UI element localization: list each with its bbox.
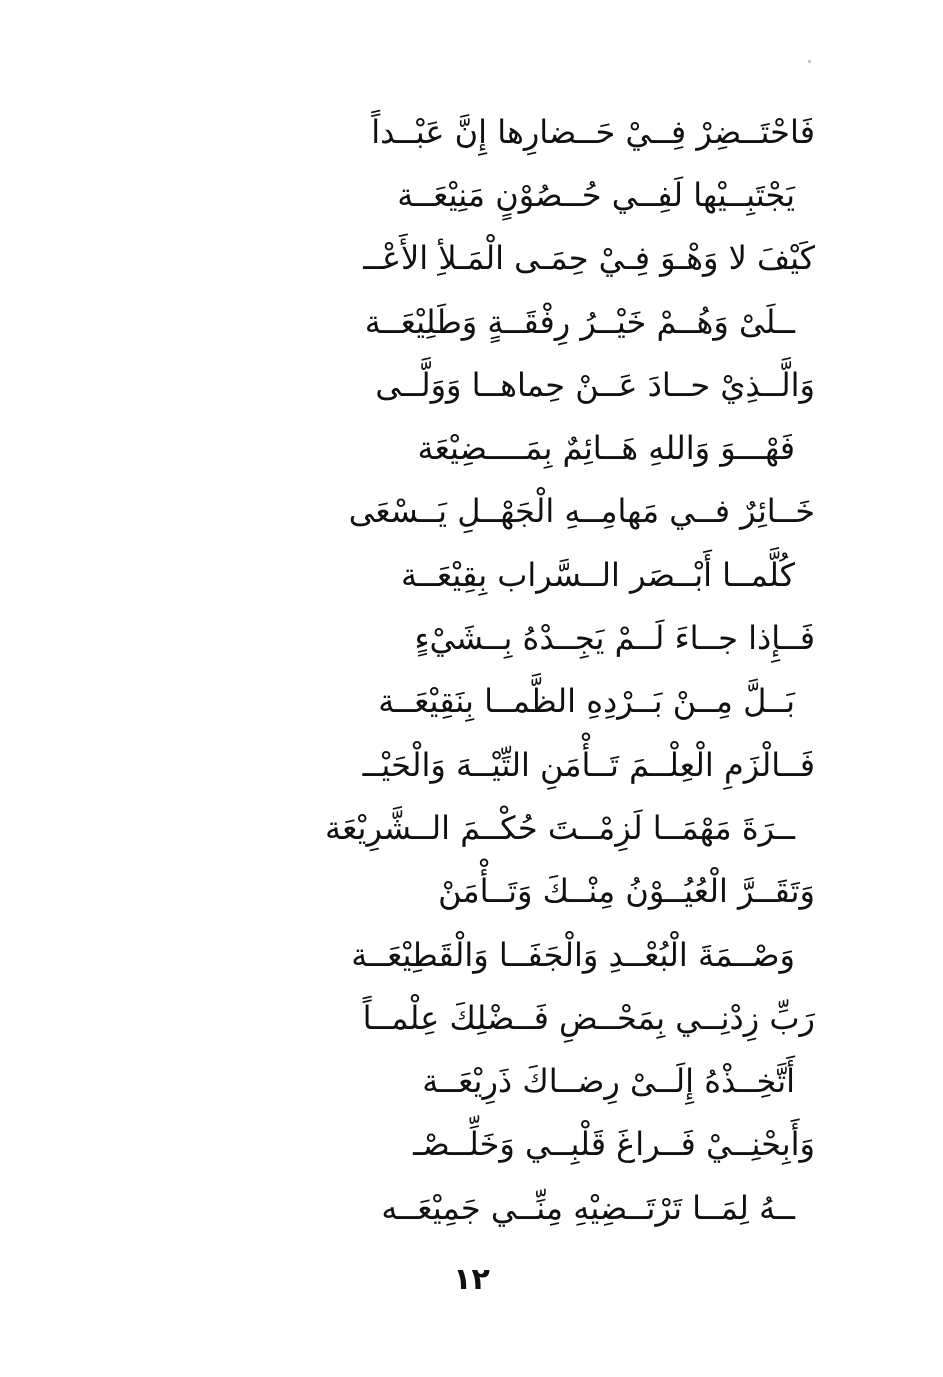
verse-line (115, 733, 815, 796)
verse-text: ــهُ لِمَــا تَرْتَــضِيْهِ مِنِّــي جَمِيْعَــه (381, 1188, 795, 1227)
verse-line (115, 670, 815, 733)
verse-text: يَجْتَبِــيْها لَفِــي حُــصُوْنٍ مَنِيْعَــة (397, 175, 795, 214)
verse-line (115, 163, 815, 226)
verse-text: أَتَّخِــذْهُ إِلَــىْ رِضــاكَ ذَرِيْعَــة (422, 1062, 795, 1101)
verse-text: وَتَقَــرَّ الْعُيُــوْنُ مِنْــكَ وَتَــأْمَنْ (438, 872, 815, 911)
verse-text: وَصْــمَةَ الْبُعْــدِ وَالْجَفَــا وَالْقَطِيْعَــة (351, 935, 795, 974)
verse-text: كُلَّمــا أَبْــصَر الــسَّراب بِقِيْعَــة (401, 555, 795, 594)
verse-text: رَبِّ زِدْنِــي بِمَحْــضِ فَــضْلِكَ عِلْمــاً (362, 998, 815, 1037)
verse-line (115, 796, 815, 859)
verse-line (115, 227, 815, 290)
verse-text: كَيْفَ لا وَهْـوَ فِـيْ حِمَـى الْمَـلأِ الأَعْــ (363, 239, 815, 278)
verse-line (115, 1176, 815, 1239)
verse-line (115, 480, 815, 543)
verse-line (115, 986, 815, 1049)
verse-text: خَــائِرٌ فــي مَهامِــهِ الْجَهْــلِ يَــسْعَى (348, 492, 815, 531)
verse-line (115, 1113, 815, 1176)
page-number: ١٢ (453, 1262, 490, 1297)
verse-text: فَاحْتَــضِرْ فِــيْ حَــضارِها إِنَّ عَبْــداً (371, 112, 815, 151)
verse-line (115, 353, 815, 416)
verse-text: بَــلَّ مِــنْ بَــرْدِهِ الظَّمــا بِنَقِيْعَــة (378, 682, 795, 721)
verse-text: وَالَّــذِيْ حــادَ عَــنْ حِماهــا وَوَلَّــى (375, 365, 815, 404)
verse-line (115, 543, 815, 606)
verse-text: فَــالْزَمِ الْعِلْــمَ تَــأْمَنِ التِّيْــهَ وَالْحَيْــ (362, 745, 815, 784)
verse-text: وَأَبِحْنِــيْ فَــراغَ قَلْبِــي وَخَلِّــصْـ (413, 1125, 815, 1164)
poem-verses (115, 100, 815, 1239)
verse-text: فَــإِذا جــاءَ لَــمْ يَجِــدْهُ بِــشَيْءٍ (414, 619, 815, 658)
verse-text: ــلَىْ وَهُــمْ خَيْــرُ رِفْقَــةٍ وَطَلِيْعَــة (364, 302, 795, 341)
verse-line (115, 923, 815, 986)
verse-line (115, 860, 815, 923)
verse-line (115, 290, 815, 353)
scan-speck (808, 60, 811, 63)
verse-line (115, 100, 815, 163)
verse-text: فَهْـــوَ وَاللهِ هَــائِمٌ بِمَــــضِيْعَة (417, 429, 795, 468)
verse-line (115, 1049, 815, 1112)
verse-line (115, 606, 815, 669)
verse-line (115, 416, 815, 479)
verse-text: ــرَةَ مَهْمَــا لَزِمْــتَ حُكْــمَ الــشَّرِيْعَة (324, 808, 795, 847)
